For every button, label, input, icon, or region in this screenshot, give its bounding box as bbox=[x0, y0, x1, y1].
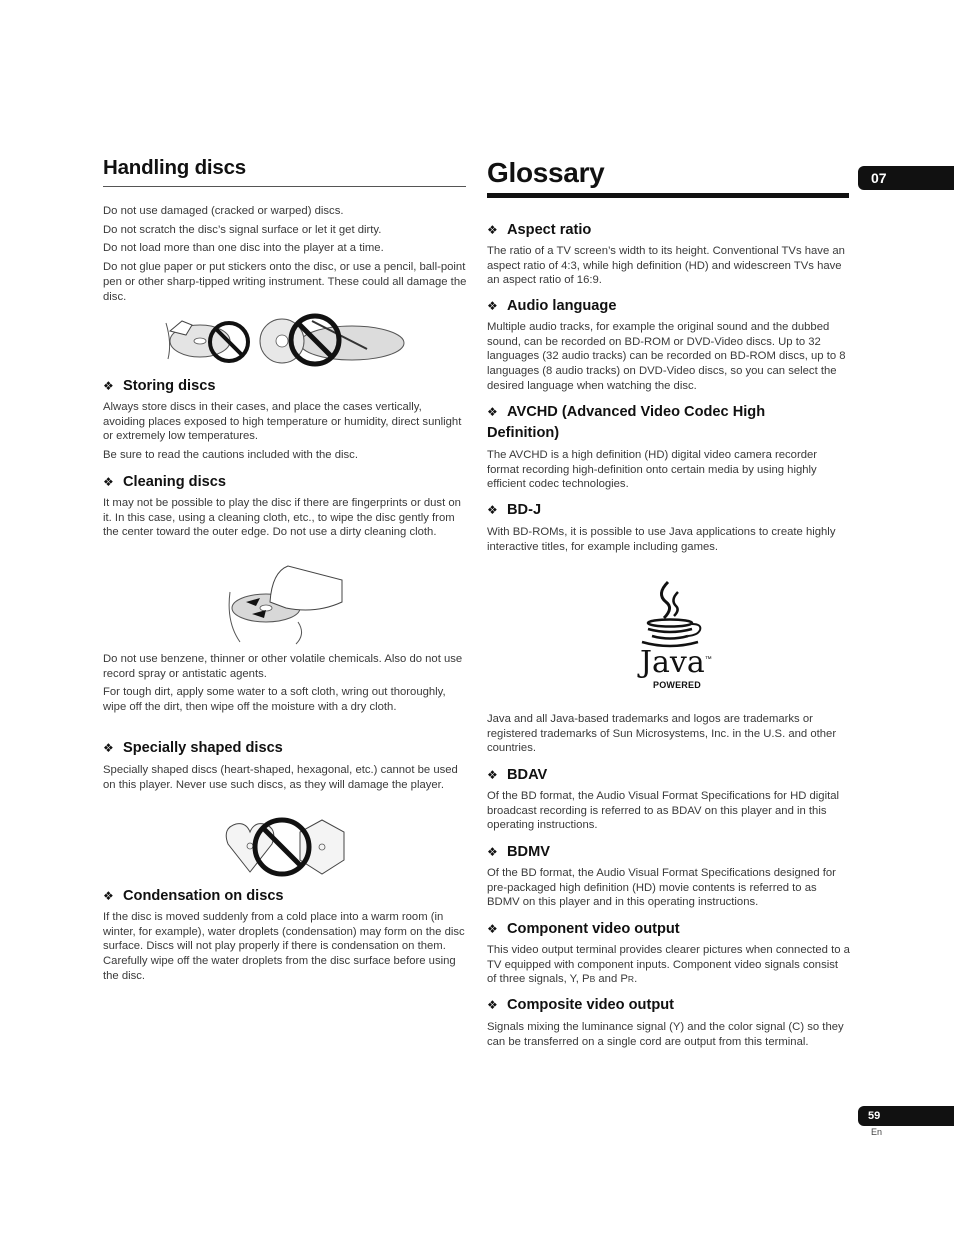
paragraph: Of the BD format, the Audio Visual Format Specifications for HD digital broadcast recording is referred to as BDAV on this player and in this operating instructions. bbox=[487, 790, 840, 832]
intro-line: Do not use damaged (cracked or warped) discs. bbox=[103, 205, 344, 217]
diamond-bullet-icon: ❖ bbox=[103, 741, 114, 755]
diamond-bullet-icon: ❖ bbox=[487, 845, 498, 859]
java-trademark-note bbox=[487, 712, 849, 756]
heading-cleaning-discs bbox=[103, 472, 226, 493]
language-label: En bbox=[871, 1127, 883, 1137]
paragraph: It may not be possible to play the disc if there are fingerprints or dust on it. In this case, using a cleaning cloth, etc., to wipe the disc gently from the center toward the outer edge. Do not use a dirty cleaning cloth. bbox=[103, 497, 461, 539]
subscript-b: B bbox=[589, 974, 596, 985]
java-word: Java bbox=[640, 645, 705, 680]
paragraph: If the disc is moved suddenly from a cold place into a warm room (in winter, for example), water droplets (condensation) may form on the disc surface. Discs will not play properly if there is condensation on them. Carefully wipe off the water droplets from the disc surface before using the disc. bbox=[103, 911, 465, 982]
handling-intro bbox=[103, 204, 468, 304]
term-aspect-ratio bbox=[487, 220, 591, 241]
definition bbox=[487, 1020, 850, 1049]
heading-text: Cleaning discs bbox=[123, 474, 226, 490]
heading-text: Storing discs bbox=[123, 378, 216, 394]
paragraph: Java and all Java-based trademarks and logos are trademarks or registered trademarks of Sun Microsystems, Inc. in the U.S. and other countries. bbox=[487, 713, 837, 755]
term-text: Composite video output bbox=[507, 997, 675, 1013]
text-run: and P bbox=[595, 973, 628, 986]
disc-damage-prohibited-illustration bbox=[162, 313, 412, 371]
text-run: . bbox=[634, 973, 638, 986]
heading-text: Condensation on discs bbox=[123, 888, 284, 904]
diamond-bullet-icon: ❖ bbox=[487, 299, 498, 313]
paragraph: Multiple audio tracks, for example the original sound and the dubbed sound, can be recorded on BD-ROM or DVD-Video discs. Up to 32 languages (32 audio tracks) can be recorded on BD-ROM discs, up to 8 languages (8 audio tracks) on DVD-Video discs, so you can select the desired language when watching the disc. bbox=[487, 321, 846, 392]
term-text: Definition) bbox=[487, 425, 560, 441]
cleaning-body-more bbox=[103, 652, 467, 715]
paragraph: Specially shaped discs (heart-shaped, hexagonal, etc.) cannot be used on this player. Never use such discs, as they will damage the player. bbox=[103, 764, 458, 791]
diamond-bullet-icon: ❖ bbox=[103, 475, 114, 489]
definition bbox=[487, 789, 850, 833]
subscript-r: R bbox=[627, 974, 635, 985]
heading-condensation-on-discs bbox=[103, 886, 284, 907]
paragraph: Do not use benzene, thinner or other volatile chemicals. Also do not use record spray or antistatic agents. bbox=[103, 653, 463, 680]
term-bdav bbox=[487, 765, 547, 786]
cleaning-body bbox=[103, 496, 467, 540]
term-component-video-output bbox=[487, 919, 680, 940]
term-bd-j bbox=[487, 500, 541, 521]
java-wordmark bbox=[640, 644, 712, 679]
condensation-body bbox=[103, 910, 467, 984]
term-text: Aspect ratio bbox=[507, 222, 592, 238]
heading-storing-discs bbox=[103, 376, 215, 397]
diamond-bullet-icon: ❖ bbox=[103, 379, 114, 393]
term-text: BDAV bbox=[507, 767, 548, 783]
definition bbox=[487, 320, 850, 394]
java-powered-text: POWERED bbox=[653, 680, 701, 690]
term-composite-video-output bbox=[487, 995, 674, 1016]
paragraph: Be sure to read the cautions included with the disc. bbox=[103, 449, 358, 462]
definition bbox=[487, 943, 850, 987]
paragraph: With BD-ROMs, it is possible to use Java applications to create highly interactive titles, for example including games. bbox=[487, 526, 836, 553]
diamond-bullet-icon: ❖ bbox=[487, 223, 498, 237]
paragraph: The AVCHD is a high definition (HD) digital video camera recorder format recording high-definition onto certain media by using highly efficient codec technologies. bbox=[487, 449, 818, 491]
disc-cleaning-illustration bbox=[226, 562, 344, 646]
term-text: Component video output bbox=[507, 921, 680, 937]
shaped-disc-prohibited-illustration bbox=[222, 816, 350, 878]
intro-line: Do not scratch the disc’s signal surface or let it get dirty. bbox=[103, 223, 382, 236]
paragraph: Signals mixing the luminance signal (Y) and the color signal (C) so they can be transferred on a single cord are output from this terminal. bbox=[487, 1021, 844, 1048]
paragraph: For tough dirt, apply some water to a soft cloth, wring out thoroughly, wipe off the dirt, then wipe off the moisture with a dry cloth. bbox=[103, 686, 446, 714]
definition bbox=[487, 866, 850, 910]
chapter-tab: 07 bbox=[858, 166, 954, 190]
intro-line: Do not glue paper or put stickers onto the disc, or use a pencil, ball-point pen or other sharp-tipped writing instrument. These could all damage the disc. bbox=[103, 261, 467, 303]
term-text: BDMV bbox=[507, 844, 550, 860]
page-number-tab: 59 bbox=[858, 1106, 954, 1126]
diamond-bullet-icon: ❖ bbox=[103, 889, 114, 903]
storing-body bbox=[103, 400, 466, 463]
text-run: This video output terminal provides clearer pictures when connected to a TV equipped with component inputs. Component video signals consist of three signals, Y, P bbox=[487, 944, 850, 986]
definition bbox=[487, 244, 850, 288]
term-bdmv bbox=[487, 842, 550, 863]
diamond-bullet-icon: ❖ bbox=[487, 768, 498, 782]
term-text: AVCHD (Advanced Video Codec High bbox=[507, 404, 766, 420]
paragraph: Always store discs in their cases, and place the cases vertically, avoiding places exposed to high temperature or humidity, direct sunlight or extremely low temperatures. bbox=[103, 401, 462, 443]
java-cup-icon bbox=[636, 580, 706, 648]
section-title-glossary: Glossary bbox=[487, 153, 849, 198]
term-avchd bbox=[487, 402, 850, 444]
paragraph: Of the BD format, the Audio Visual Format Specifications designed for pre-packaged high definition (HD) movie contents is referred to as BDMV on this player and in this operating instructions. bbox=[487, 867, 836, 909]
java-powered-logo bbox=[636, 580, 712, 692]
trademark-symbol: ™ bbox=[704, 656, 712, 663]
heading-specially-shaped-discs bbox=[103, 738, 283, 759]
heading-text: Specially shaped discs bbox=[123, 740, 283, 756]
diamond-bullet-icon: ❖ bbox=[487, 922, 498, 936]
diamond-bullet-icon: ❖ bbox=[487, 998, 498, 1012]
term-text: BD-J bbox=[507, 502, 542, 518]
definition bbox=[487, 525, 850, 554]
paragraph bbox=[487, 943, 850, 987]
diamond-bullet-icon: ❖ bbox=[487, 405, 498, 419]
term-audio-language bbox=[487, 296, 616, 317]
term-text: Audio language bbox=[507, 298, 617, 314]
diamond-bullet-icon: ❖ bbox=[487, 503, 498, 517]
intro-line: Do not load more than one disc into the player at a time. bbox=[103, 242, 384, 255]
paragraph: The ratio of a TV screen’s width to its height. Conventional TVs have an aspect ratio of 4:3, while high definition (HD) and widescreen TVs have an aspect ratio of 16:9. bbox=[487, 245, 845, 287]
section-title-handling-discs: Handling discs bbox=[103, 156, 466, 187]
definition bbox=[487, 448, 850, 492]
shaped-body bbox=[103, 763, 466, 792]
